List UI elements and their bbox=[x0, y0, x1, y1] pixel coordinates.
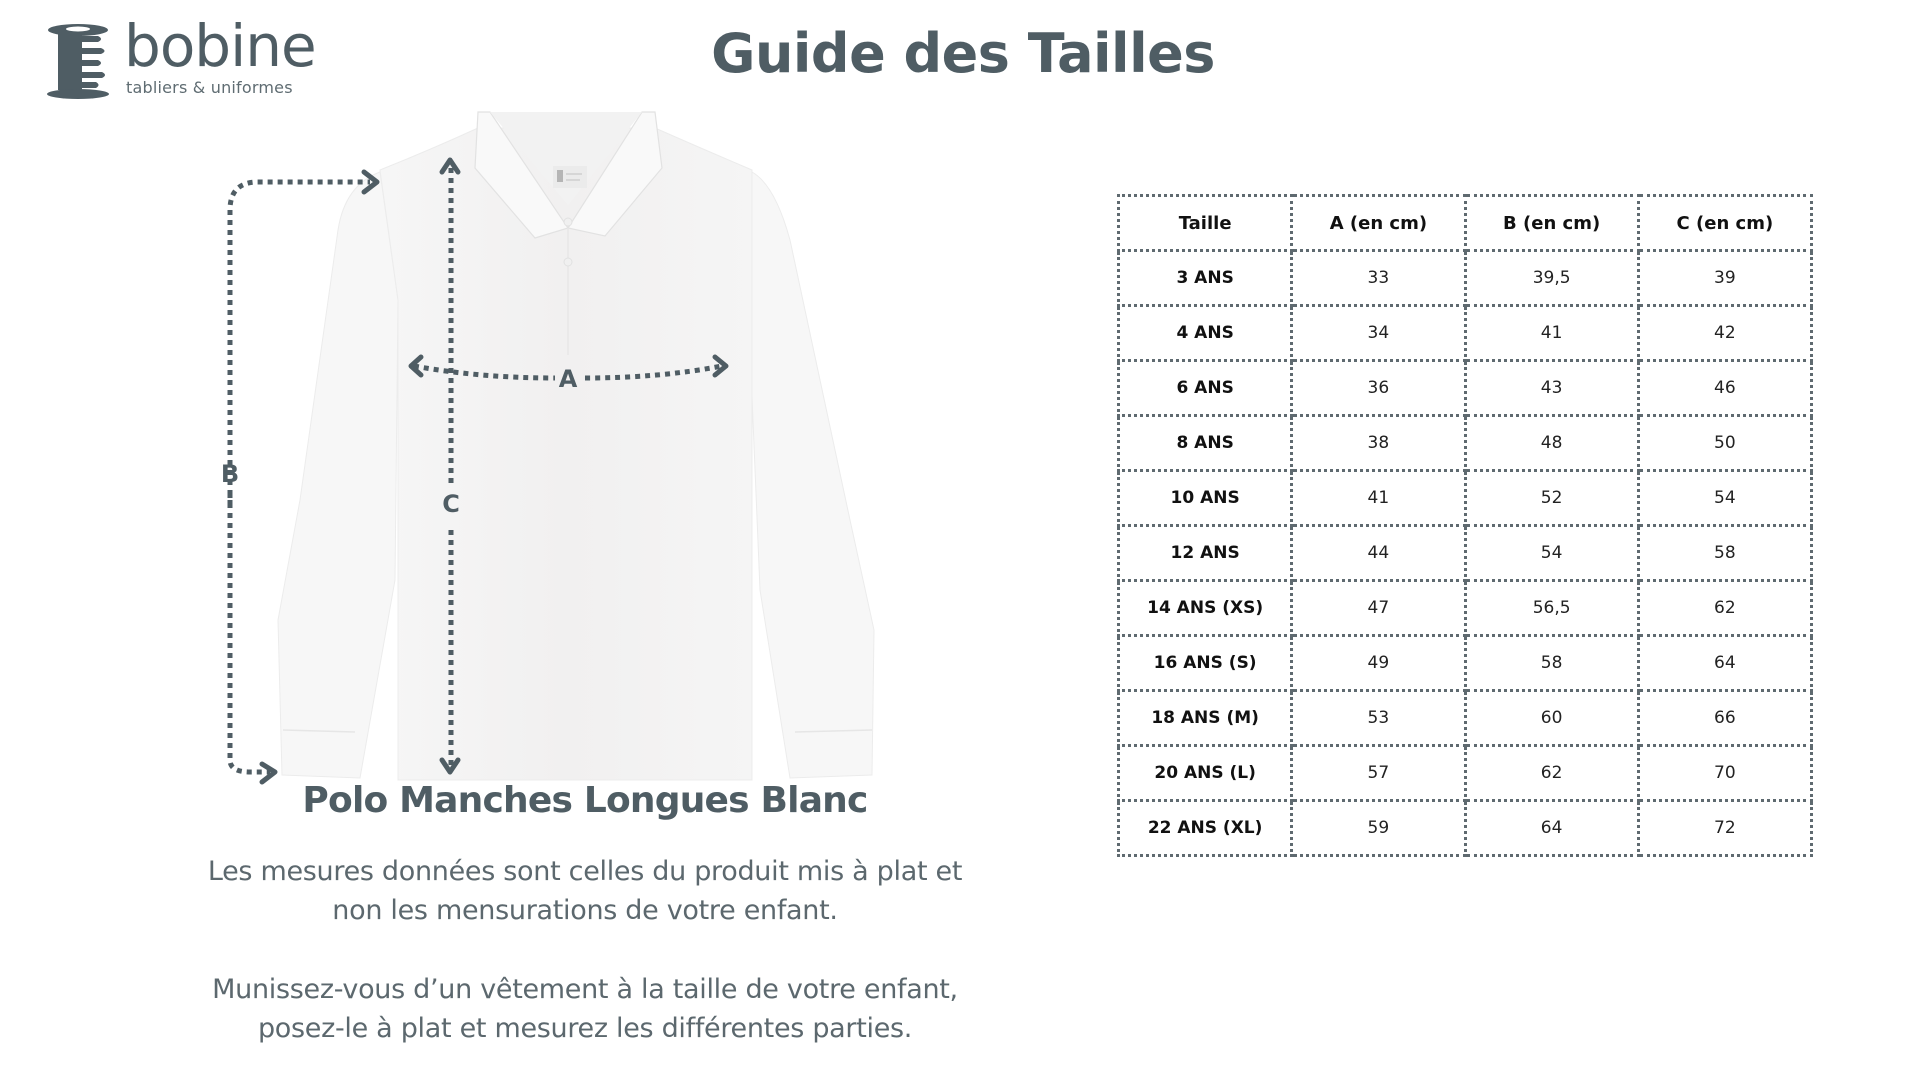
cell-c: 70 bbox=[1638, 746, 1811, 801]
note-line: Munissez-vous d’un vêtement à la taille de votre enfant, bbox=[212, 974, 958, 1005]
cell-b: 58 bbox=[1465, 636, 1638, 691]
cell-c: 58 bbox=[1638, 526, 1811, 581]
cell-size: 22 ANS (XL) bbox=[1119, 801, 1292, 856]
cell-a: 44 bbox=[1292, 526, 1465, 581]
cell-size: 20 ANS (L) bbox=[1119, 746, 1292, 801]
cell-c: 72 bbox=[1638, 801, 1811, 856]
cell-a: 47 bbox=[1292, 581, 1465, 636]
cell-b: 62 bbox=[1465, 746, 1638, 801]
measuring-instructions bbox=[150, 970, 1020, 1048]
header-c: C (en cm) bbox=[1638, 196, 1811, 251]
cell-a: 41 bbox=[1292, 471, 1465, 526]
cell-b: 60 bbox=[1465, 691, 1638, 746]
cell-c: 46 bbox=[1638, 361, 1811, 416]
cell-b: 48 bbox=[1465, 416, 1638, 471]
table-row bbox=[1119, 471, 1812, 526]
cell-b: 39,5 bbox=[1465, 251, 1638, 306]
garment-illustration bbox=[200, 100, 920, 790]
table-row bbox=[1119, 361, 1812, 416]
cell-c: 66 bbox=[1638, 691, 1811, 746]
cell-a: 34 bbox=[1292, 306, 1465, 361]
cell-size: 12 ANS bbox=[1119, 526, 1292, 581]
cell-size: 18 ANS (M) bbox=[1119, 691, 1292, 746]
cell-b: 41 bbox=[1465, 306, 1638, 361]
note-line: posez-le à plat et mesurez les différentes parties. bbox=[257, 1013, 913, 1044]
cell-b: 64 bbox=[1465, 801, 1638, 856]
table-row bbox=[1119, 581, 1812, 636]
cell-a: 33 bbox=[1292, 251, 1465, 306]
cell-a: 38 bbox=[1292, 416, 1465, 471]
cell-b: 52 bbox=[1465, 471, 1638, 526]
cell-a: 53 bbox=[1292, 691, 1465, 746]
page-title-text: Guide des Tailles bbox=[711, 22, 1215, 85]
brand-name: bobine bbox=[124, 12, 316, 80]
cell-c: 42 bbox=[1638, 306, 1811, 361]
table-row bbox=[1119, 526, 1812, 581]
cell-b: 43 bbox=[1465, 361, 1638, 416]
cell-b: 56,5 bbox=[1465, 581, 1638, 636]
table-row bbox=[1119, 691, 1812, 746]
table-row bbox=[1119, 416, 1812, 471]
measurement-note bbox=[150, 852, 1020, 930]
cell-a: 49 bbox=[1292, 636, 1465, 691]
header-size: Taille bbox=[1119, 196, 1292, 251]
cell-size: 8 ANS bbox=[1119, 416, 1292, 471]
cell-a: 57 bbox=[1292, 746, 1465, 801]
header-b: B (en cm) bbox=[1465, 196, 1638, 251]
header-a: A (en cm) bbox=[1292, 196, 1465, 251]
cell-size: 14 ANS (XS) bbox=[1119, 581, 1292, 636]
size-table bbox=[1117, 194, 1813, 857]
cell-size: 16 ANS (S) bbox=[1119, 636, 1292, 691]
table-header-row bbox=[1119, 196, 1812, 251]
product-title: Polo Manches Longues Blanc bbox=[302, 780, 868, 821]
cell-c: 54 bbox=[1638, 471, 1811, 526]
cell-a: 36 bbox=[1292, 361, 1465, 416]
table-row bbox=[1119, 636, 1812, 691]
cell-c: 62 bbox=[1638, 581, 1811, 636]
polo-shirt bbox=[278, 112, 874, 780]
table-row bbox=[1119, 801, 1812, 856]
brand-tagline: tabliers & uniformes bbox=[126, 78, 293, 97]
cell-c: 64 bbox=[1638, 636, 1811, 691]
table-row bbox=[1119, 746, 1812, 801]
cell-c: 50 bbox=[1638, 416, 1811, 471]
cell-b: 54 bbox=[1465, 526, 1638, 581]
cell-size: 3 ANS bbox=[1119, 251, 1292, 306]
label-a: A bbox=[558, 365, 578, 393]
page-title bbox=[0, 22, 1920, 85]
label-b: B bbox=[220, 460, 240, 488]
cell-size: 6 ANS bbox=[1119, 361, 1292, 416]
label-c: C bbox=[442, 490, 460, 518]
cell-c: 39 bbox=[1638, 251, 1811, 306]
cell-a: 59 bbox=[1292, 801, 1465, 856]
cell-size: 4 ANS bbox=[1119, 306, 1292, 361]
cell-size: 10 ANS bbox=[1119, 471, 1292, 526]
table-row bbox=[1119, 251, 1812, 306]
note-line: non les mensurations de votre enfant. bbox=[332, 895, 838, 926]
table-row bbox=[1119, 306, 1812, 361]
note-line: Les mesures données sont celles du produit mis à plat et bbox=[207, 856, 963, 887]
